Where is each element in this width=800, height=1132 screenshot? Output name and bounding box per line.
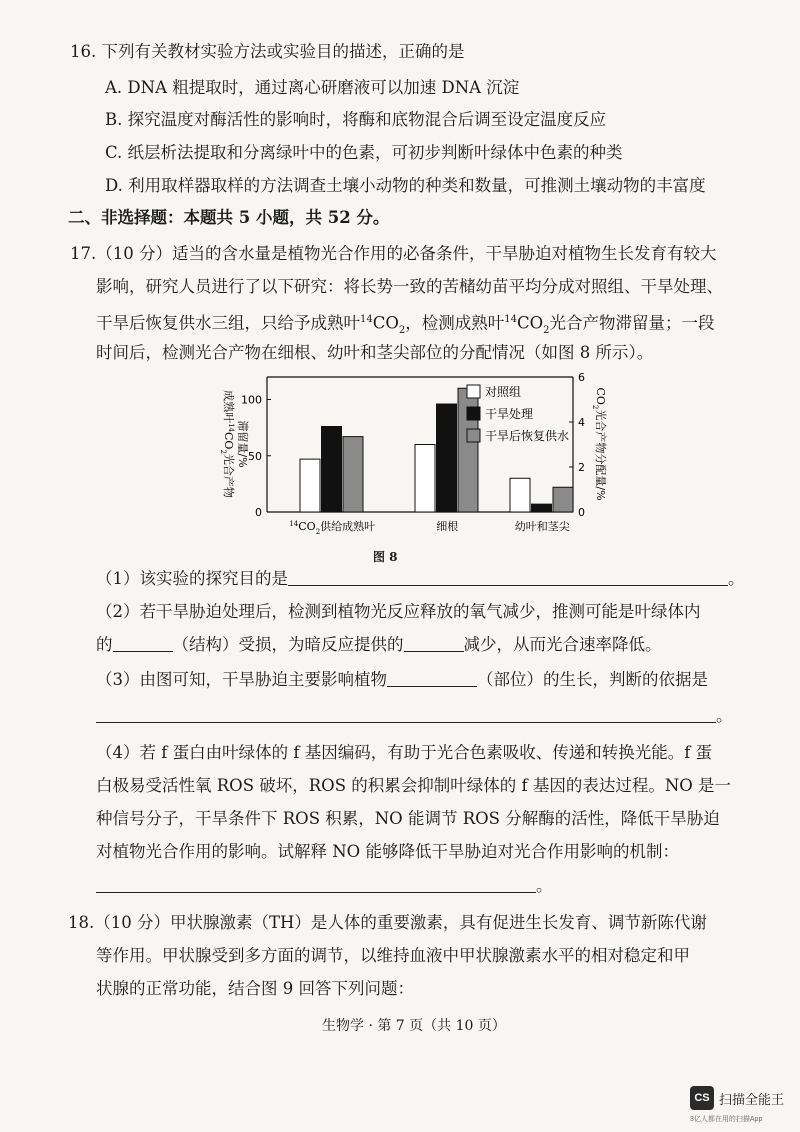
bar-干旱后恢复供水-0: [343, 437, 363, 512]
right-tick-label: 4: [578, 416, 585, 429]
q17-part-2-line-1: （2）若干旱胁迫处理后，检测到植物光反应释放的氧气减少，推测可能是叶绿体内: [96, 602, 701, 621]
section-header: 二、非选择题：本题共 5 小题，共 52 分。: [68, 208, 390, 227]
bar-对照组-2: [510, 478, 530, 512]
right-tick-label: 0: [578, 506, 585, 519]
q17-part-2-line-2: 的 （结构）受损，为暗反应提供的 减少，从而光合速率降低。: [96, 635, 662, 654]
right-axis-label: $CO_2$光合产物分配量/%: [591, 387, 607, 501]
q17-part-1: （1）该实验的探究目的是 。: [96, 569, 745, 588]
q16-option-c: C. 纸层析法提取和分离绿叶中的色素，可初步判断叶绿体中色素的种类: [105, 143, 623, 162]
bar-干旱后恢复供水-2: [553, 487, 573, 512]
q18-line-1: 18.（10 分）甲状腺激素（TH）是人体的重要激素，具有促进生长发育、调节新陈代谢: [68, 913, 707, 932]
x-category-label: 幼叶和茎尖: [514, 520, 570, 533]
q18-line-3: 状腺的正常功能，结合图 9 回答下列问题：: [96, 979, 414, 998]
q18-line-2: 等作用。甲状腺受到多方面的调节，以维持血液中甲状腺激素水平的相对稳定和甲: [96, 946, 690, 965]
bar-干旱处理-2: [532, 504, 552, 512]
left-tick-label: 0: [255, 506, 262, 519]
left-tick-label: 100: [241, 393, 262, 407]
figure-8-chart: [205, 372, 605, 572]
q17-part-3-line-2: 。: [96, 704, 733, 728]
answer-blank-3a[interactable]: [387, 670, 477, 687]
legend-label: 干旱处理: [485, 407, 534, 421]
right-tick-label: 2: [578, 461, 585, 474]
q17-line-4: 时间后，检测光合产物在细根、幼叶和茎尖部位的分配情况（如图 8 所示）。: [96, 343, 654, 362]
q17-part-4-line-2: 白极易受活性氧 ROS 破坏，ROS 的积累会抑制叶绿体的 f 基因的表达过程。NO 是一: [96, 776, 732, 795]
answer-blank-2b[interactable]: [404, 635, 464, 652]
legend-label: 干旱后恢复供水: [485, 429, 570, 443]
scanner-subtitle: 3亿人都在用的扫描App: [690, 1116, 763, 1123]
q16-option-a: A. DNA 粗提取时，通过离心研磨液可以加速 DNA 沉淀: [105, 78, 520, 97]
q17-line-2: 影响，研究人员进行了以下研究：将长势一致的苦槠幼苗平均分成对照组、干旱处理、: [96, 277, 723, 296]
page-footer: 生物学 · 第 7 页（共 10 页）: [322, 1018, 506, 1034]
q16-option-b: B. 探究温度对酶活性的影响时，将酶和底物混合后调至设定温度反应: [105, 110, 607, 129]
legend-swatch: [467, 385, 480, 398]
q17-part-3-line-1: （3）由图可知，干旱胁迫主要影响植物 （部位）的生长，判断的依据是: [96, 670, 708, 689]
figure-caption: 图 8: [373, 550, 398, 564]
bar-干旱处理-1: [437, 404, 457, 512]
left-axis-label-line-2: 滞留量/%: [236, 420, 249, 468]
answer-blank-1[interactable]: [288, 569, 728, 586]
right-tick-label: 6: [578, 371, 585, 384]
legend-swatch: [467, 407, 480, 420]
answer-blank-3b[interactable]: [96, 706, 716, 723]
q17-part-4-line-1: （4）若 f 蛋白由叶绿体的 f 基因编码，有助于光合色素吸收、传递和转换光能。f 蛋: [96, 743, 713, 762]
legend-swatch: [467, 429, 480, 442]
q17-part-4-line-4: 对植物光合作用的影响。试解释 NO 能够降低干旱胁迫对光合作用影响的机制：: [96, 842, 679, 861]
bar-对照组-1: [415, 445, 435, 513]
left-tick-label: 50: [248, 449, 262, 463]
q17-part-4-line-3: 种信号分子，干旱条件下 ROS 积累，NO 能调节 ROS 分解酶的活性，降低干旱胁迫: [96, 809, 720, 828]
q17-part-4-line-5: 。: [96, 874, 553, 898]
answer-blank-4[interactable]: [96, 876, 536, 893]
q17-line-3: 干旱后恢复供水三组，只给予成熟叶$^{14}CO_2$，检测成熟叶$^{14}CO_2$光合产物滞留量；一段: [96, 313, 715, 336]
q16-stem: 16. 下列有关教材实验方法或实验目的描述，正确的是: [70, 42, 465, 61]
bar-chart-svg: [205, 372, 605, 572]
scanner-title: 扫描全能王: [719, 1092, 785, 1107]
answer-blank-2a[interactable]: [113, 635, 173, 652]
left-axis-label: 成熟叶$^{14}CO_2$光合产物: [219, 390, 235, 498]
bar-对照组-0: [300, 459, 320, 512]
x-category-label: 细根: [436, 520, 459, 533]
cs-scanner-icon: CS: [690, 1086, 714, 1110]
legend-label: 对照组: [485, 385, 522, 399]
bar-干旱处理-0: [322, 427, 342, 513]
x-category-label: $^{14}CO_2$供给成熟叶: [289, 520, 376, 536]
q17-line-1: 17.（10 分）适当的含水量是植物光合作用的必备条件，干旱胁迫对植物生长发育有较大: [70, 244, 717, 263]
q16-option-d: D. 利用取样器取样的方法调查土壤小动物的种类和数量，可推测土壤动物的丰富度: [105, 176, 706, 195]
